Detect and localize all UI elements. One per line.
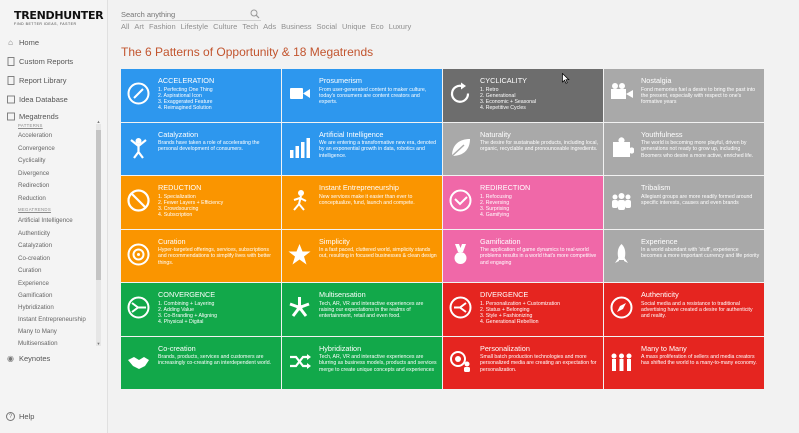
tile-text [641, 131, 761, 159]
tile-text [480, 131, 600, 153]
tile-description: From user-generated content to maker culture, today's consumers are content creators and experts. [319, 86, 427, 106]
tile-description: Tech, AR, VR and interactive experiences are blurring as business models, products and services merge to create unique concepts and experiences [319, 354, 437, 373]
trend-tile[interactable] [121, 337, 281, 390]
document-icon [6, 57, 15, 66]
tile-pattern-item: 2. Fewer Layers + Efficiency [158, 199, 224, 206]
nav-help-label: Help [19, 412, 35, 421]
tile-description: In a fast paced, cluttered world, simplicity stands out, resulting in focused businesses & clean design [319, 247, 437, 260]
group-people-icon [609, 188, 634, 213]
tile-description: Brands, products, services and customers are increasingly co-creating an interdependent world. [158, 354, 272, 367]
category-link[interactable]: Tech [242, 22, 259, 31]
tile-text [158, 291, 278, 326]
tile-pattern-item: 1. Combining + Layering [158, 300, 215, 307]
sub-item[interactable]: Convergence [18, 145, 55, 152]
trend-tile[interactable] [604, 283, 764, 336]
tile-pattern-item: 2. Status + Belonging [480, 306, 530, 313]
sub-item[interactable]: Reduction [18, 195, 46, 202]
tile-title: Artificial Intelligence [319, 129, 384, 139]
tile-description: Allegiant groups are more readily formed around specific interests, causes and even brands [641, 193, 753, 206]
tile-title: Experience [641, 236, 678, 246]
tile-title: Authenticity [641, 290, 679, 299]
redirect-arrow-icon [448, 188, 473, 213]
tile-title: Many to Many [641, 343, 687, 353]
sub-item[interactable]: Divergence [18, 170, 50, 177]
tile-description: Social media and a resistance to traditional advertising have created a desire for authenticity and reality. [641, 300, 753, 320]
tile-title: Nostalgia [641, 76, 672, 85]
sub-item[interactable]: Many to Many [18, 328, 57, 335]
tile-description: Tech, AR, VR and interactive experiences are raising our expectations in the realms of entertainment, retail and even food. [319, 300, 424, 320]
compass-icon [609, 295, 634, 320]
tile-title: Curation [158, 236, 186, 246]
tile-pattern-item: 3. Exaggerated Feature [158, 99, 213, 106]
tile-pattern-item: 4. Repetitive Cycles [480, 105, 526, 112]
tile-title: CYCLICALITY [480, 76, 528, 85]
scroll-down-icon[interactable]: ▼ [96, 341, 101, 346]
tile-text [480, 291, 600, 326]
tile-pattern-item: 1. Personalization + Customization [480, 300, 561, 307]
puzzle-piece-icon [609, 135, 634, 160]
nav-megatrends-label: Megatrends [19, 111, 59, 121]
sub-item[interactable]: Hybridization [18, 304, 54, 311]
medal-icon [448, 242, 473, 267]
tile-description: The desire for sustainable products, including local, organic, recyclable and pronounceable ingredients. [480, 140, 598, 153]
swirl-icon [287, 295, 312, 320]
category-link[interactable]: All [121, 22, 130, 31]
tile-title: Naturality [480, 129, 511, 139]
rocket-icon [609, 242, 634, 267]
trend-tile[interactable] [443, 176, 603, 229]
tile-text [641, 238, 761, 260]
tile-text [158, 77, 278, 112]
tile-pattern-item: 3. Co-Branding + Aligning [158, 313, 217, 320]
tile-text [480, 238, 600, 266]
shuffle-icon [287, 349, 312, 374]
sub-item[interactable]: Catalyzation [18, 242, 53, 249]
category-link[interactable]: Business [281, 22, 312, 31]
sidebar [0, 0, 108, 433]
many-people-icon [609, 349, 634, 374]
nav-report-library-label: Report Library [19, 75, 67, 85]
nav-custom-reports-label: Custom Reports [19, 56, 74, 66]
tile-title: REDUCTION [158, 183, 202, 192]
help-icon: ? [6, 412, 15, 421]
tile-pattern-list [480, 301, 600, 326]
video-camera-icon [287, 81, 312, 106]
trend-tile[interactable] [282, 283, 442, 336]
bar-chart-icon [287, 135, 312, 160]
tile-text [480, 345, 600, 373]
document-icon [6, 76, 15, 85]
tile-text [319, 345, 439, 373]
tile-description: In a world abundant with 'stuff', experience becomes a more important currency and life priority [641, 247, 760, 260]
tile-pattern-item: 1. Retro [480, 86, 499, 93]
tile-description: Brands have taken a role of accelerating the personal development of consumers. [158, 140, 260, 153]
tile-title: Catalyzation [158, 129, 199, 139]
logo-wordmark: TRENDHUNTER [14, 9, 104, 22]
trend-tile[interactable] [604, 69, 764, 122]
tile-text [641, 184, 761, 206]
tile-pattern-item: 4. Generational Rebellion [480, 319, 539, 326]
tile-title: Tribalism [641, 183, 671, 192]
nav-home-label: Home [19, 37, 40, 47]
tile-description: New services make it easier than ever to conceptualize, fund, launch and compete. [319, 193, 415, 206]
target-person-icon [448, 349, 473, 374]
category-link[interactable]: Social [316, 22, 337, 31]
tile-description: Fond memories fuel a desire to bring the past into the present, especially with respect to one's formative years [641, 86, 756, 106]
trend-tile[interactable] [443, 123, 603, 176]
trend-tile[interactable] [282, 230, 442, 283]
trend-tile[interactable] [282, 337, 442, 390]
tile-pattern-item: 2. Aspirational Icon [158, 92, 202, 99]
category-link[interactable]: Art [134, 22, 144, 31]
trend-tile[interactable] [121, 230, 281, 283]
nav-home[interactable] [6, 35, 39, 49]
tile-pattern-item: 4. Reimagined Solution [158, 105, 212, 112]
tile-title: Multisensation [319, 290, 366, 299]
tile-pattern-item: 4. Subscription [158, 212, 193, 219]
tile-pattern-item: 1. Perfecting One Thing [158, 86, 213, 93]
tile-text [480, 184, 600, 219]
scroll-thumb[interactable] [96, 130, 101, 280]
search-underline [121, 20, 261, 21]
sub-item[interactable]: Cyclicality [18, 157, 46, 164]
tile-text [158, 345, 278, 367]
sub-item[interactable]: Curation [18, 267, 42, 274]
tile-pattern-list [158, 87, 278, 112]
tile-pattern-item: 3. Style + Fashionizing [480, 313, 533, 320]
tile-pattern-list [158, 194, 278, 219]
patterns-heading: PATTERNS [18, 123, 43, 128]
trend-tile[interactable] [121, 176, 281, 229]
trend-tile[interactable] [443, 283, 603, 336]
trend-tile[interactable] [604, 123, 764, 176]
tile-pattern-item: 1. Refocusing [480, 193, 512, 200]
film-projector-icon [609, 81, 634, 106]
sidebar-scrollbar[interactable] [96, 124, 101, 346]
tile-pattern-item: 3. Economic + Seasonal [480, 99, 537, 106]
tile-description: Hyper-targeted offerings, services, subscriptions and recommendations to simplify lives with better things. [158, 247, 272, 266]
trend-tile[interactable] [121, 283, 281, 336]
trend-tile[interactable] [282, 69, 442, 122]
tile-pattern-item: 2. Reversing [480, 199, 510, 206]
tile-text [480, 77, 600, 112]
star-icon [287, 242, 312, 267]
tile-description: A mass proliferation of sellers and media creators has shifted the world to a many-to-many economy. [641, 354, 757, 367]
trend-tile[interactable] [121, 123, 281, 176]
trend-tile[interactable] [121, 69, 281, 122]
leaf-icon [448, 135, 473, 160]
converge-arrows-icon [126, 295, 151, 320]
trend-tile[interactable] [443, 230, 603, 283]
tile-pattern-item: 4. Gamifying [480, 212, 510, 219]
category-link[interactable]: Ads [263, 22, 277, 31]
logo-tagline: FIND BETTER IDEAS, FASTER [14, 22, 77, 26]
mouse-cursor-icon [562, 73, 570, 84]
category-link[interactable]: Luxury [388, 22, 412, 31]
sub-item[interactable]: Acceleration [18, 132, 53, 139]
tile-pattern-item: 2. Adding Value [158, 306, 194, 313]
target-icon [126, 242, 151, 267]
trend-tile[interactable] [604, 337, 764, 390]
tile-pattern-item: 1. Specialization [158, 193, 196, 200]
tile-title: Simplicity [319, 236, 350, 246]
keynote-icon: ◉ [7, 353, 14, 363]
tile-text [641, 77, 761, 105]
sub-item[interactable]: Experience [18, 280, 49, 287]
page-title: The 6 Patterns of Opportunity & 18 Megatrends [121, 45, 374, 59]
entrepreneur-figure-icon [287, 188, 312, 213]
megatrends-grid [121, 69, 764, 388]
tile-title: DIVERGENCE [480, 290, 529, 299]
tile-text [319, 184, 439, 206]
tile-pattern-item: 3. Crowdsourcing [158, 206, 199, 213]
trend-tile[interactable] [282, 123, 442, 176]
nav-keynotes-label: Keynotes [19, 353, 51, 363]
category-links [121, 22, 411, 31]
nav-custom-reports[interactable] [6, 54, 73, 68]
tile-pattern-item: 2. Generational [480, 92, 516, 99]
prohibited-icon [126, 188, 151, 213]
tile-title: Prosumerism [319, 76, 362, 85]
sub-item[interactable]: Co-creation [18, 255, 50, 262]
nav-megatrends[interactable] [6, 109, 59, 123]
sub-item[interactable]: Artificial Intelligence [18, 217, 73, 224]
category-link[interactable]: Eco [370, 22, 384, 31]
tile-description: The world is becoming more playful, driven by generations not ready to grow up, including Boomers who desire a more active, enriched life. [641, 140, 754, 159]
sub-item[interactable]: Instant Entrepreneurship [18, 316, 86, 323]
tile-title: Co-creation [158, 343, 196, 353]
search-icon[interactable] [250, 9, 260, 19]
database-icon [6, 95, 15, 104]
nav-idea-database[interactable] [6, 92, 68, 106]
tile-text [641, 291, 761, 319]
trend-tile[interactable] [443, 337, 603, 390]
celebrating-person-icon [126, 135, 151, 160]
tile-text [158, 184, 278, 219]
category-link[interactable]: Lifestyle [180, 22, 209, 31]
trend-tile[interactable] [282, 176, 442, 229]
tile-description: The application of game dynamics to real-world problems results in a world that's more competitive and engaging [480, 247, 597, 266]
tile-title: CONVERGENCE [158, 290, 216, 299]
tile-text [641, 345, 761, 367]
tile-text [319, 131, 439, 159]
trend-tile[interactable] [604, 176, 764, 229]
tile-description: Small batch production technologies and more personalized media are creating an expectation for personalization. [480, 354, 597, 373]
sub-item[interactable]: Multisensation [18, 340, 58, 346]
tile-title: ACCELERATION [158, 76, 215, 85]
tile-title: Hybridization [319, 343, 362, 353]
tile-pattern-list [480, 87, 600, 112]
tile-text [158, 131, 278, 153]
sub-item[interactable]: Gamification [18, 292, 53, 299]
tile-text [319, 291, 439, 319]
tile-pattern-item: 4. Physical + Digital [158, 319, 204, 326]
tile-text [158, 238, 278, 266]
tile-title: Personalization [480, 343, 530, 353]
scroll-up-icon[interactable]: ▲ [96, 119, 101, 124]
gauge-icon [126, 81, 151, 106]
sub-item[interactable]: Authenticity [18, 230, 50, 237]
megatrends-heading: MEGATRENDS [18, 207, 52, 212]
tile-title: REDIRECTION [480, 183, 531, 192]
tile-pattern-list [158, 301, 278, 326]
tile-title: Gamification [480, 236, 521, 246]
nav-keynotes[interactable] [6, 351, 50, 365]
sub-item[interactable]: Redirection [18, 182, 50, 189]
trend-tile[interactable] [443, 69, 603, 122]
tile-title: Instant Entrepreneurship [319, 183, 399, 192]
home-icon: ⌂ [8, 37, 13, 47]
search-input[interactable] [121, 9, 261, 20]
nav-report-library[interactable] [6, 73, 67, 87]
diverge-arrows-icon [448, 295, 473, 320]
category-link[interactable]: Culture [213, 22, 238, 31]
category-link[interactable]: Unique [341, 22, 366, 31]
tile-description: We are entering a transformative new era, denoted by an exponential growth in data, robotics and intelligence. [319, 140, 436, 159]
handshake-icon [126, 349, 151, 374]
tile-pattern-item: 3. Surprising [480, 206, 510, 213]
cycle-arrow-icon [448, 81, 473, 106]
layers-icon [6, 112, 15, 121]
nav-idea-database-label: Idea Database [19, 94, 68, 104]
logo[interactable] [14, 9, 104, 26]
tile-title: Youthfulness [641, 129, 683, 139]
tile-text [319, 238, 439, 260]
category-link[interactable]: Fashion [148, 22, 176, 31]
trend-tile[interactable] [604, 230, 764, 283]
tile-pattern-list [480, 194, 600, 219]
tile-text [319, 77, 439, 105]
nav-help[interactable] [6, 412, 34, 421]
